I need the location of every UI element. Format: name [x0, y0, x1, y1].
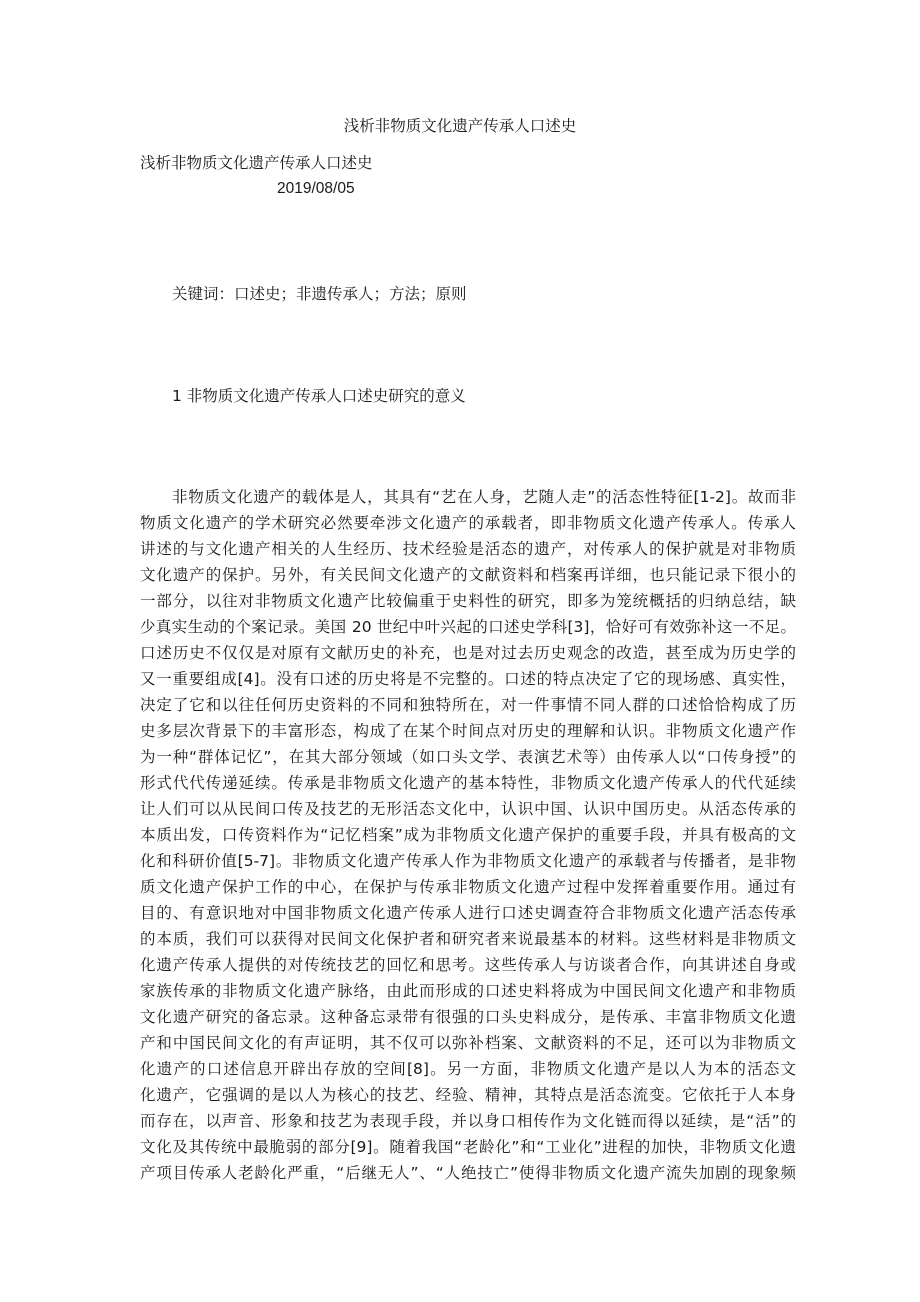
- paragraph-line: 化遗产，它强调的是以人为核心的技艺、经验、精神，其特点是活态流变。它依托于人本身: [140, 1086, 796, 1104]
- paragraph-line: 为一种“群体记忆”，在其大部分领域（如口头文学、表演艺术等）由传承人以“口传身授”的: [140, 748, 796, 766]
- section-heading: 1 非物质文化遗产传承人口述史研究的意义: [172, 387, 466, 405]
- paragraph-line: 化遗产的口述信息开辟出存放的空间[8]。另一方面，非物质文化遗产是以人为本的活态文: [140, 1060, 796, 1078]
- paragraph-line: 一部分，以往对非物质文化遗产比较偏重于史料性的研究，即多为笼统概括的归纳总结，缺: [140, 592, 796, 610]
- paragraph-line: 产项目传承人老龄化严重，“后继无人”、“人绝技亡”使得非物质文化遗产流失加剧的现象频: [140, 1164, 796, 1182]
- paragraph-line: 史多层次背景下的丰富形态，构成了在某个时间点对历史的理解和认识。非物质文化遗产作: [140, 722, 796, 740]
- keywords: 关键词：口述史；非遗传承人；方法；原则: [172, 285, 467, 303]
- paragraph-line: 本质出发，口传资料作为“记忆档案”成为非物质文化遗产保护的重要手段，并具有极高的文: [140, 826, 796, 844]
- paragraph-line: 质文化遗产保护工作的中心，在保护与传承非物质文化遗产过程中发挥着重要作用。通过有: [140, 878, 796, 896]
- paragraph-line: 讲述的与文化遗产相关的人生经历、技术经验是活态的遗产，对传承人的保护就是对非物质: [140, 540, 796, 558]
- paragraph-line: 家族传承的非物质文化遗产脉络，由此而形成的口述史料将成为中国民间文化遗产和非物质: [140, 982, 796, 1000]
- article-title: 浅析非物质文化遗产传承人口述史: [140, 154, 373, 172]
- paragraph-line: 化和科研价值[5-7]。非物质文化遗产传承人作为非物质文化遗产的承载者与传播者，是非物: [140, 852, 796, 870]
- paragraph-line: 决定了它和以往任何历史资料的不同和独特所在，对一件事情不同人群的口述恰恰构成了历: [140, 696, 796, 714]
- paragraph-line: 少真实生动的个案记录。美国 20 世纪中叶兴起的口述史学科[3]，恰好可有效弥补这一不足。: [140, 618, 796, 636]
- body-paragraph: [140, 484, 796, 1186]
- paragraph-line: 文化及其传统中最脆弱的部分[9]。随着我国“老龄化”和“工业化”进程的加快，非物质文化遗: [140, 1138, 796, 1156]
- paragraph-line: 化遗产传承人提供的对传统技艺的回忆和思考。这些传承人与访谈者合作，向其讲述自身或: [140, 956, 796, 974]
- paragraph-line: 让人们可以从民间口传及技艺的无形活态文化中，认识中国、认识中国历史。从活态传承的: [140, 800, 796, 818]
- paragraph-line: 目的、有意识地对中国非物质文化遗产传承人进行口述史调查符合非物质文化遗产活态传承: [140, 904, 796, 922]
- paragraph-line: 又一重要组成[4]。没有口述的历史将是不完整的。口述的特点决定了它的现场感、真实性，: [140, 670, 796, 688]
- paragraph-line: 形式代代传递延续。传承是非物质文化遗产的基本特性，非物质文化遗产传承人的代代延续: [140, 774, 796, 792]
- paragraph-line: 文化遗产研究的备忘录。这种备忘录带有很强的口头史料成分，是传承、丰富非物质文化遗: [140, 1008, 796, 1026]
- publish-date: 2019/08/05: [277, 180, 355, 197]
- paragraph-line: 文化遗产的保护。另外，有关民间文化遗产的文献资料和档案再详细，也只能记录下很小的: [140, 566, 796, 584]
- paragraph-line: 口述历史不仅仅是对原有文献历史的补充，也是对过去历史观念的改造，甚至成为历史学的: [140, 644, 796, 662]
- paragraph-line: 物质文化遗产的学术研究必然要牵涉文化遗产的承载者，即非物质文化遗产传承人。传承人: [140, 514, 796, 532]
- paragraph-line: 而存在，以声音、形象和技艺为表现手段，并以身口相传作为文化链而得以延续，是“活”的: [140, 1112, 796, 1130]
- paragraph-line: 非物质文化遗产的载体是人，其具有“艺在人身，艺随人走”的活态性特征[1-2]。故而非: [172, 488, 796, 506]
- paragraph-line: 产和中国民间文化的有声证明，其不仅可以弥补档案、文献资料的不足，还可以为非物质文: [140, 1034, 796, 1052]
- paragraph-line: 的本质，我们可以获得对民间文化保护者和研究者来说最基本的材料。这些材料是非物质文: [140, 930, 796, 948]
- document-title: 浅析非物质文化遗产传承人口述史: [343, 117, 577, 135]
